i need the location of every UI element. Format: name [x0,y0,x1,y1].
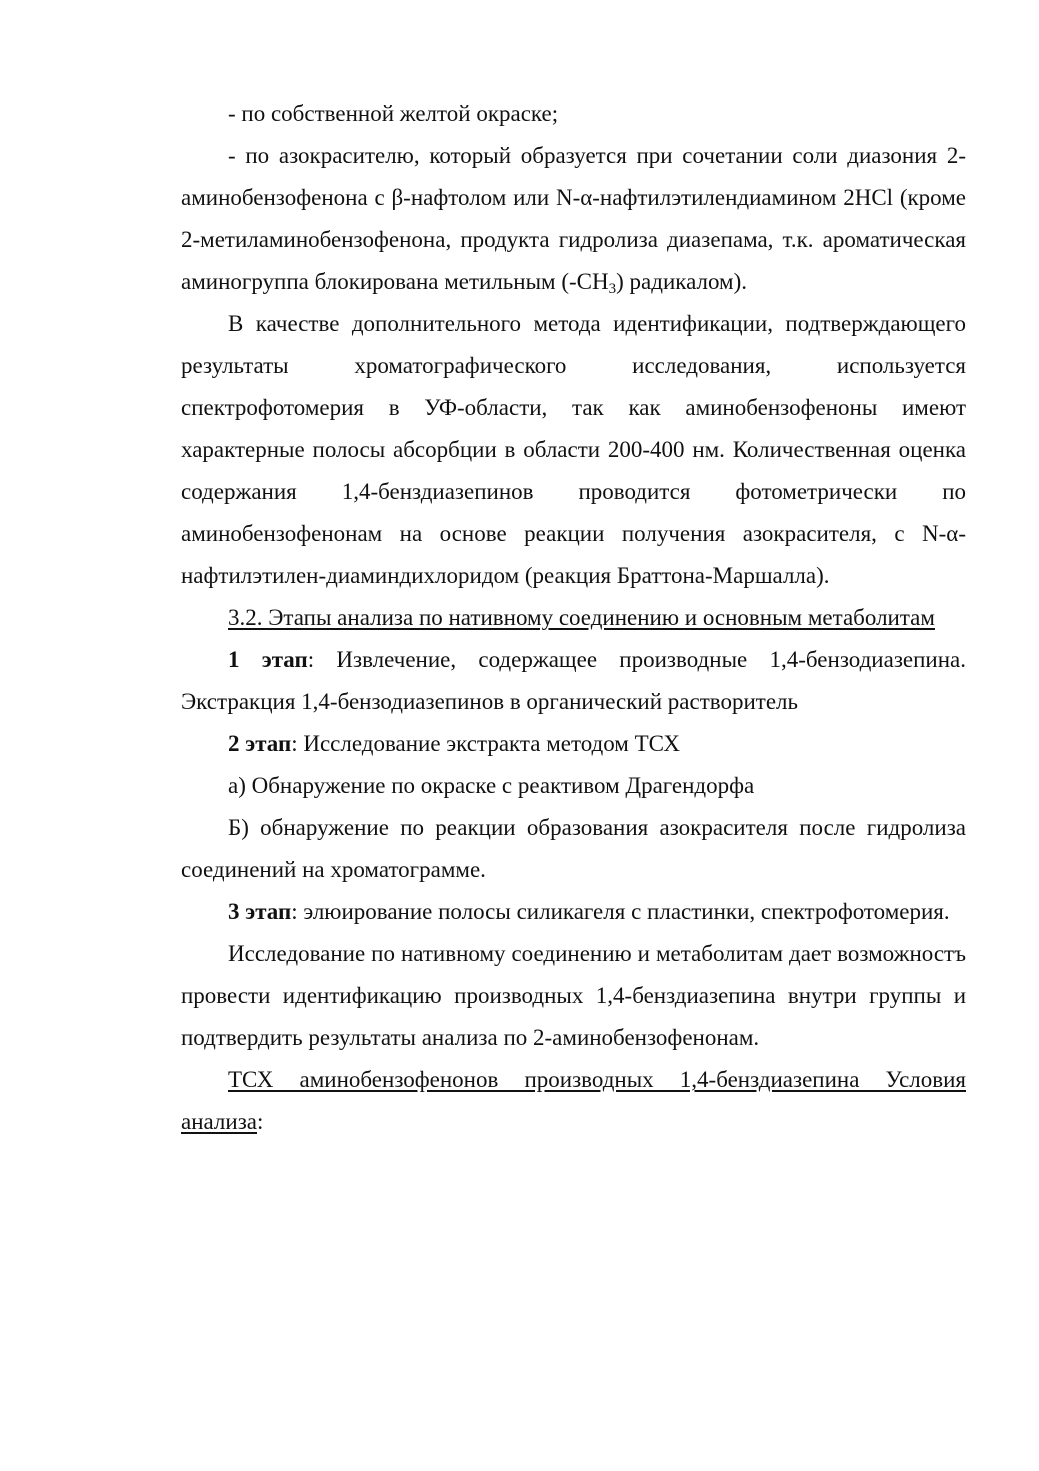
azo-dye-text-end: ) радикалом). [616,269,748,294]
paragraph-spectrophotometry: В качестве дополнительного метода идентификации, подтверждающего результаты хроматографического исследования, используется спектрофотомерия в УФ-области, так как аминобензофеноны имеют характерные полосы абсорбции в области 200-400 нм. Количественная оценка содержания 1,4-бенздиазепинов проводится фотометрически по аминобензофенонам на основе реакции получения азокрасителя, с N-α-нафтилэтилен-диаминдихлоридом (реакция Браттона-Маршалла). [181,311,966,588]
list-item-azo-dye [181,135,966,303]
paragraph-research: Исследование по нативному соединению и метаболитам дает возможностъ провести идентификацию производных 1,4-бенздиазепина внутри группы и подтвердить результаты анализа по 2-аминобензофенонам. [181,941,966,1050]
azo-dye-text: - по азокрасителю, который образуется при сочетании соли диазония 2-аминобензофенона с β-нафтолом или N-α-нафтилэтилендиамином 2HCl (кроме 2-метиламинобензофенона, продукта гидролиза диазепама, т.к. ароматическая аминогруппа блокирована метильным (-CH [181,143,966,294]
stage-2-item-a: а) Обнаружение по окраске с реактивом Драгендорфа [228,773,755,798]
subscript-3: 3 [608,281,617,297]
stage-1 [181,639,966,723]
stage-3 [181,891,966,933]
tlc-heading-text: ТСХ аминобензофенонов производных 1,4-бенздиазепина Условия анализа [181,1067,966,1134]
stage-2-label: 2 этап [228,731,292,756]
section-heading-3-2: 3.2. Этапы анализа по нативному соединению и основным метаболитам [228,605,935,630]
stage-1-label: 1 этап [228,647,308,672]
stage-1-text: : Извлечение, содержащее производные 1,4-бензодиазепина. Экстракция 1,4-бензодиазепинов в органический растворитель [181,647,967,714]
stage-2 [181,723,966,765]
tlc-heading [181,1059,966,1143]
document-page [181,93,966,1143]
stage-3-label: 3 этап [228,899,292,924]
list-item-own-color: - по собственной желтой окраске; [228,101,559,126]
stage-3-text: : элюирование полосы силикагеля с пластинки, спектрофотомерия. [291,899,950,924]
tlc-heading-colon: : [257,1109,264,1134]
stage-2-item-b: Б) обнаружение по реакции образования азокрасителя после гидролиза соединений на хроматограмме. [181,815,966,882]
stage-2-text: : Исследование экстракта методом ТСХ [291,731,681,756]
